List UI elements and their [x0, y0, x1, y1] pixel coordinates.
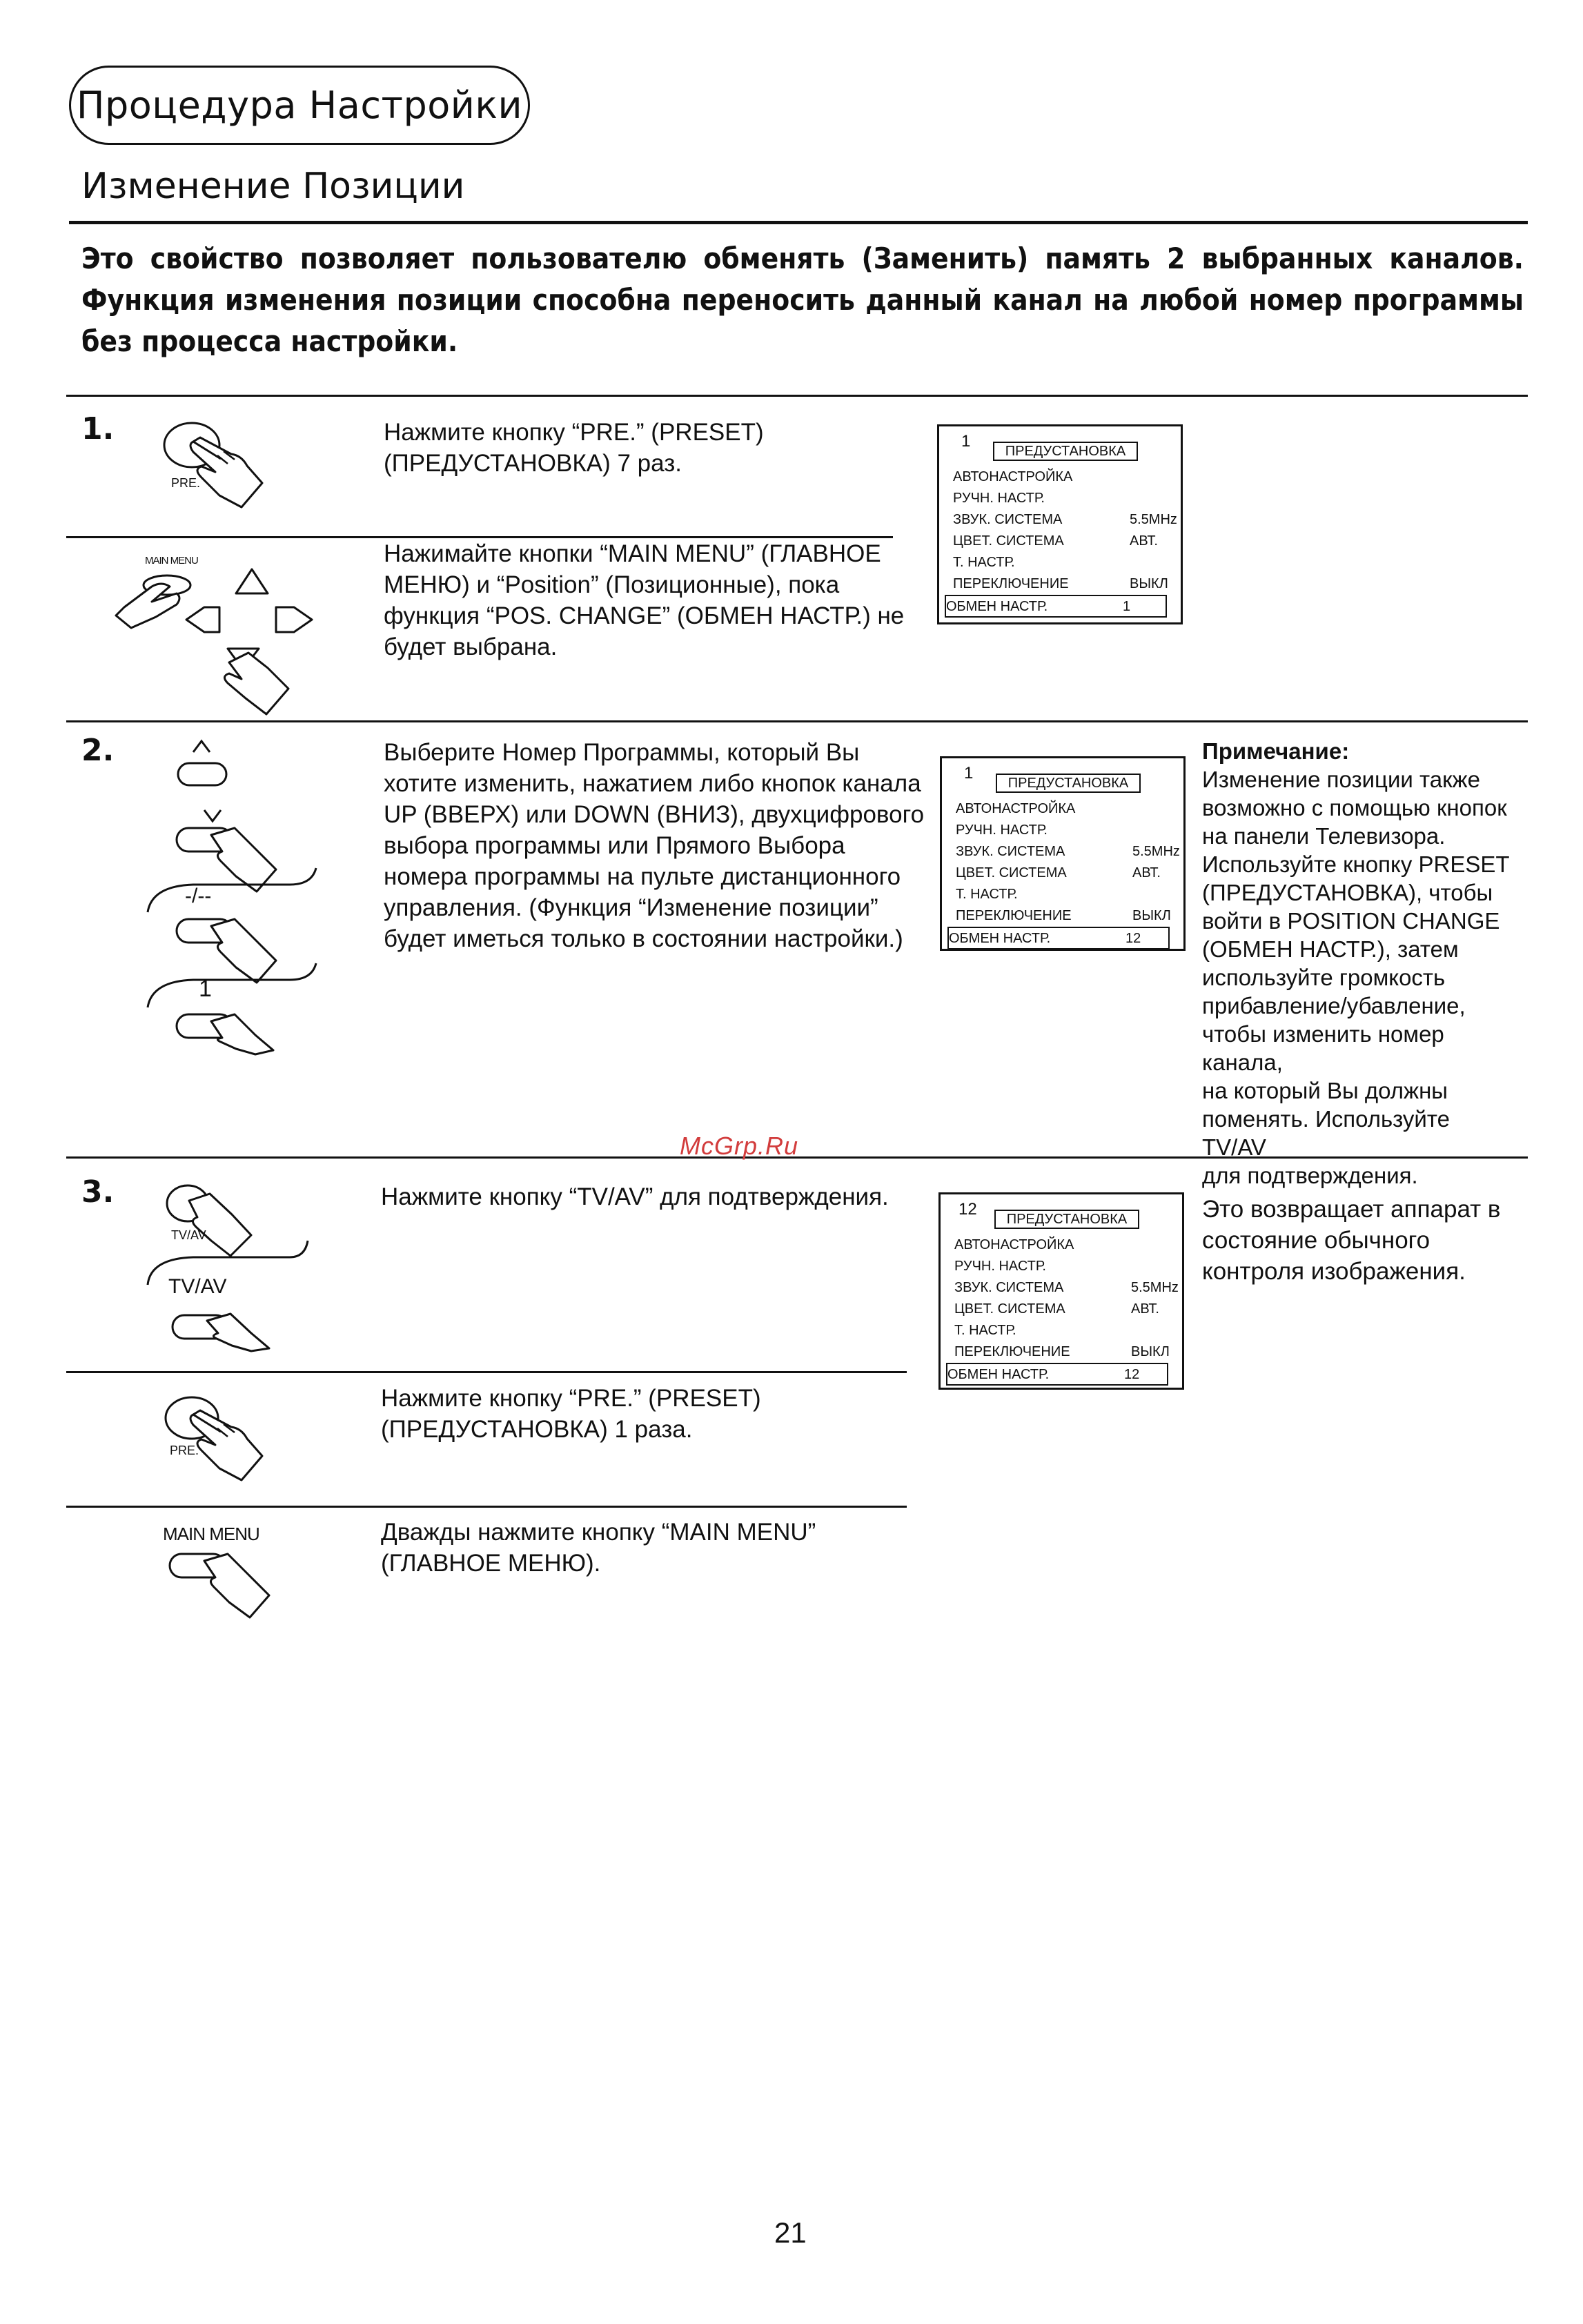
osd-header: ПРЕДУСТАНОВКА: [994, 1210, 1139, 1229]
osd-row: ПЕРЕКЛЮЧЕНИЕ ВЫКЛ: [954, 1344, 1170, 1359]
osd-menu-screen-3: [938, 1192, 1184, 1390]
osd-row-selected: ОБМЕН НАСТР. 1: [945, 595, 1167, 618]
note-body: Изменение позиции также возможно с помощью кнопок на панели Телевизора. Используйте кнопку PRESET (ПРЕДУСТАНОВКА), чтобы войти в POSITION CHANGE (ОБМЕН НАСТР.), затем используйте громкость прибавление/убавление, чтобы изменить номер канала, на который Вы должны поменять. Используйте TV/AV для подтверждения.: [1202, 767, 1510, 1188]
pre-button-label: PRE.: [171, 476, 201, 490]
tvav-button-label-2: TV/AV: [168, 1275, 227, 1298]
osd-row: АВТОНАСТРОЙКА: [953, 469, 1073, 484]
osd-row: ЦВЕТ. СИСТЕМА АВТ.: [956, 865, 1161, 880]
osd-menu-screen-2: [940, 756, 1186, 951]
osd-row: ПЕРЕКЛЮЧЕНИЕ ВЫКЛ: [953, 576, 1168, 591]
osd-row: ЦВЕТ. СИСТЕМА АВТ.: [953, 533, 1158, 549]
osd-row: РУЧН. НАСТР.: [953, 491, 1045, 506]
osd-header: ПРЕДУСТАНОВКА: [993, 442, 1138, 461]
osd-channel-number: 1: [964, 764, 974, 782]
osd-row: ЗВУК. СИСТЕМА 5.5MHz: [956, 844, 1180, 859]
osd-row: АВТОНАСТРОЙКА: [954, 1237, 1074, 1252]
step-2-instruction: Выберите Номер Программы, который Вы хотите изменить, нажатием либо кнопок канала UP (ВВЕРХ) или DOWN (ВНИЗ), двухцифрового выбора программы или Прямого Выбора номера программы на пульте дистанционного управления. (Функция “Изменение позиции” будет иметься только в состоянии настройки.): [384, 739, 925, 952]
main-menu-and-arrow-keys-icon[interactable]: [110, 566, 331, 731]
dash-button-label: -/--: [185, 885, 212, 907]
tvav-button-label: TV/AV: [171, 1228, 206, 1242]
step-1a-instruction: Нажмите кнопку “PRE.” (PRESET) (ПРЕДУСТАНОВКА) 7 раз.: [384, 419, 764, 477]
step-3-sub-divider-1: [66, 1371, 907, 1373]
step-3b-instruction: Нажмите кнопку “PRE.” (PRESET) (ПРЕДУСТАНОВКА) 1 раза.: [381, 1385, 761, 1443]
pre-button-press-icon[interactable]: [152, 414, 276, 518]
step-1-number: 1.: [81, 411, 115, 446]
osd-header: ПРЕДУСТАНОВКА: [996, 774, 1141, 793]
osd-row: РУЧН. НАСТР.: [954, 1259, 1046, 1274]
section-title-pill: [69, 66, 530, 145]
osd-row: Т. НАСТР.: [953, 555, 1015, 570]
one-button-label: 1: [199, 976, 212, 1002]
osd-row: ЗВУК. СИСТЕМА 5.5MHz: [954, 1280, 1179, 1295]
osd-row: ПЕРЕКЛЮЧЕНИЕ ВЫКЛ: [956, 908, 1171, 923]
channel-and-number-keys-icon[interactable]: [138, 738, 331, 1056]
watermark: McGrp.Ru: [680, 1132, 799, 1160]
osd-row-selected: ОБМЕН НАСТР. 12: [947, 927, 1170, 949]
osd-menu-screen-1: [937, 424, 1183, 624]
pre-button-label-2: PRE.: [170, 1444, 199, 1457]
pre-button-press-icon-2[interactable]: [152, 1387, 276, 1490]
osd-row: ЗВУК. СИСТЕМА 5.5MHz: [953, 512, 1177, 527]
osd-row-selected: ОБМЕН НАСТР. 12: [946, 1363, 1168, 1386]
title-divider: [69, 221, 1528, 224]
main-menu-button-press-icon[interactable]: [163, 1546, 287, 1635]
step-3a-instruction: Нажмите кнопку “TV/AV” для подтверждения.: [381, 1183, 889, 1210]
osd-row: ЦВЕТ. СИСТЕМА АВТ.: [954, 1301, 1159, 1317]
main-menu-button-label-2: MAIN MENU: [163, 1524, 259, 1544]
section-title: Процедура Настройки: [76, 83, 523, 127]
osd-channel-number: 12: [958, 1200, 977, 1219]
page-title: Изменение Позиции: [81, 166, 465, 207]
step-2-note: [1202, 737, 1520, 1190]
main-menu-button-label: MAIN MENU: [145, 555, 198, 567]
step-2-number: 2.: [81, 733, 115, 768]
step-3-note: Это возвращает аппарат в состояние обычного контроля изображения.: [1202, 1196, 1501, 1285]
note-heading: Примечание:: [1202, 738, 1350, 764]
step-3-sub-divider-2: [66, 1506, 907, 1508]
osd-row: РУЧН. НАСТР.: [956, 823, 1048, 838]
osd-channel-number: 1: [961, 432, 971, 451]
intro-paragraph: Это свойство позволяет пользователю обменять (Заменить) память 2 выбранных каналов. Функция изменения позиции способна переносить данный канал на любой номер программы без процесса настройки.: [81, 242, 1524, 358]
osd-row: Т. НАСТР.: [956, 887, 1018, 902]
tvav-button-press-icon[interactable]: [138, 1173, 317, 1352]
osd-row: Т. НАСТР.: [954, 1323, 1016, 1338]
osd-row: АВТОНАСТРОЙКА: [956, 801, 1076, 816]
page-number: 21: [774, 2216, 807, 2249]
step-1-divider: [66, 395, 1528, 397]
step-3-number: 3.: [81, 1174, 115, 1210]
step-3c-instruction: Дважды нажмите кнопку “MAIN MENU” (ГЛАВНОЕ МЕНЮ).: [381, 1519, 816, 1577]
step-1b-instruction: Нажимайте кнопки “MAIN MENU” (ГЛАВНОЕ МЕНЮ) и “Position” (Позиционные), пока функция “POS. CHANGE” (ОБМЕН НАСТР.) не будет выбрана.: [384, 540, 905, 660]
